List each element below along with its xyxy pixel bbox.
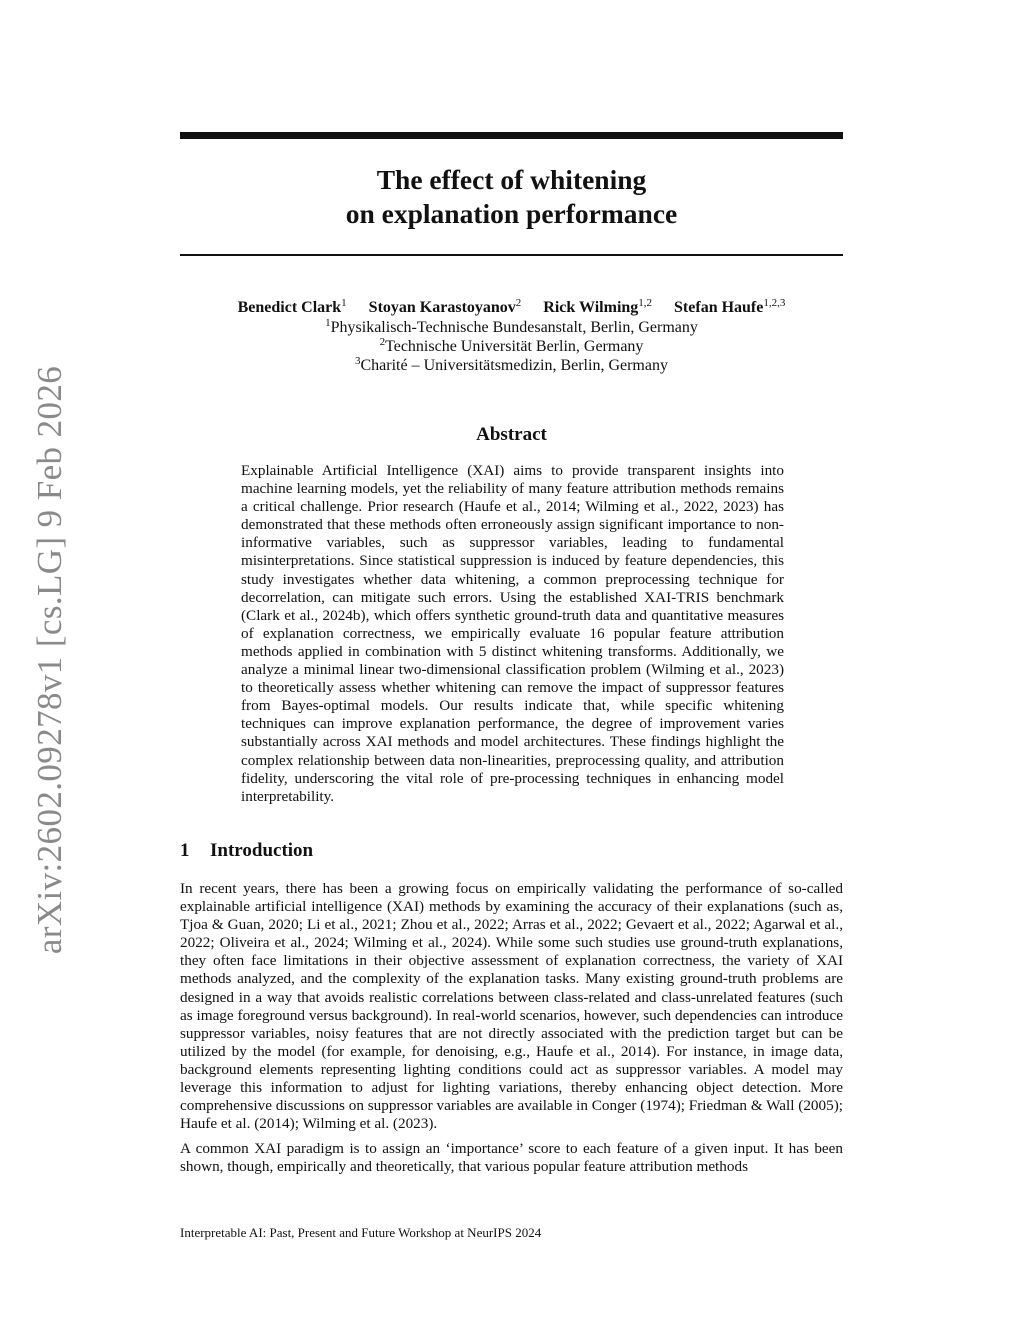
author-list — [180, 298, 843, 318]
author-karastoyanov — [369, 298, 522, 318]
title-line-1: The effect of whitening — [376, 164, 647, 195]
intro-paragraph-1: In recent years, there has been a growing focus on empirically validating the performance of so-called explainable artificial intelligence (XAI) methods by examining the accuracy of their explanations (such as, Tjoa & Guan, 2020; Li et al., 2021; Zhou et al., 2022; Arras et al., 2022; Gevaert et al., 2022; Agarwal et al., 2022; Oliveira et al., 2024; Wilming et al., 2024). While some such studies use ground-truth explanations, they often face limitations in their objective assessment of explanation correctness, the variety of XAI methods analyzed, and the complexity of the explanation tasks. Many existing ground-truth problems are designed in a way that avoids realistic correlations between class-related and class-unrelated features (such as image foreground versus background). In real-world scenarios, however, such dependencies can introduce suppressor variables, noisy features that are not directly associated with the prediction target but can be utilized by the model (for example, for denoising, e.g., Haufe et al., 2014). For instance, in image data, background elements representing lighting conditions could act as suppressor variables. A model may leverage this information to adjust for lighting variations, thereby enhancing object detection. More comprehensive discussions on suppressor variables are available in Conger (1974); Friedman & Wall (2005); Haufe et al. (2014); Wilming et al. (2023). — [180, 880, 843, 1133]
title-top-rule — [180, 132, 843, 139]
introduction-body — [180, 880, 843, 1184]
intro-paragraph-2: A common XAI paradigm is to assign an ‘importance’ score to each feature of a given input. It has been shown, though, empirically and theoretically, that various popular feature attribution methods — [180, 1140, 843, 1176]
affiliation-marker: 1 — [325, 317, 331, 329]
affiliation-marker: 2 — [379, 336, 386, 348]
author-affiliation-marker: 1,2 — [638, 297, 653, 309]
paper-title — [180, 163, 843, 231]
abstract-text: Explainable Artificial Intelligence (XAI) aims to provide transparent insights into machine learning models, yet the reliability of many feature attribution methods remains a critical challenge. Prior research (Haufe et al., 2014; Wilming et al., 2022, 2023) has demonstrated that these methods often erroneously assign significant importance to non-informative variables, such as suppressor variables, leading to fundamental misinterpretations. Since statistical suppression is induced by feature dependencies, this study investigates whether data whitening, a common preprocessing technique for decorrelation, can mitigate such errors. Using the established XAI-TRIS benchmark (Clark et al., 2024b), which offers synthetic ground-truth data and quantitative measures of explanation correctness, we empirically evaluate 16 popular feature attribution methods applied in combination with 5 distinct whitening transforms. Additionally, we analyze a minimal linear two-dimensional classification problem (Wilming et al., 2023) to theoretically assess whether whitening can remove the impact of suppressor features from Bayes-optimal models. Our results indicate that, while specific whitening techniques can improve explanation performance, the degree of improvement varies substantially across XAI methods and model architectures. These findings highlight the complex relationship between data non-linearities, preprocessing quality, and attribution fidelity, underscoring the vital role of pre-processing techniques in enhancing model interpretability. — [241, 462, 784, 805]
author-block — [180, 298, 843, 375]
author-affiliation-marker: 1,2,3 — [763, 297, 786, 309]
affiliation-marker: 3 — [355, 355, 361, 367]
author-name: Stefan Haufe — [674, 299, 764, 316]
author-wilming — [543, 298, 652, 318]
section-number: 1 — [180, 840, 190, 861]
title-bottom-rule — [180, 254, 843, 256]
author-affiliation-marker: 2 — [515, 297, 522, 309]
title-line-2: on explanation performance — [345, 198, 678, 229]
affiliation-1 — [180, 318, 843, 337]
author-name: Benedict Clark — [237, 299, 342, 316]
section-title: Introduction — [210, 840, 314, 861]
author-affiliation-marker: 1 — [341, 297, 347, 309]
affiliation-3 — [180, 356, 843, 375]
author-clark — [238, 298, 347, 318]
affiliation-text: Physikalisch-Technische Bundesanstalt, Berlin, Germany — [330, 319, 698, 336]
arxiv-identifier-stamp: arXiv:2602.09278v1 [cs.LG] 9 Feb 2026 — [30, 365, 69, 955]
affiliation-text: Technische Universität Berlin, Germany — [385, 338, 644, 355]
affiliation-2 — [180, 337, 843, 356]
page-footer: Interpretable AI: Past, Present and Future Workshop at NeurIPS 2024 — [180, 1225, 542, 1240]
author-name: Stoyan Karastoyanov — [368, 299, 516, 316]
author-name: Rick Wilming — [543, 299, 639, 316]
affiliation-text: Charité – Universitätsmedizin, Berlin, Germany — [360, 357, 668, 374]
abstract-heading: Abstract — [476, 424, 547, 445]
author-haufe — [674, 298, 785, 318]
section-heading-introduction — [180, 840, 843, 862]
